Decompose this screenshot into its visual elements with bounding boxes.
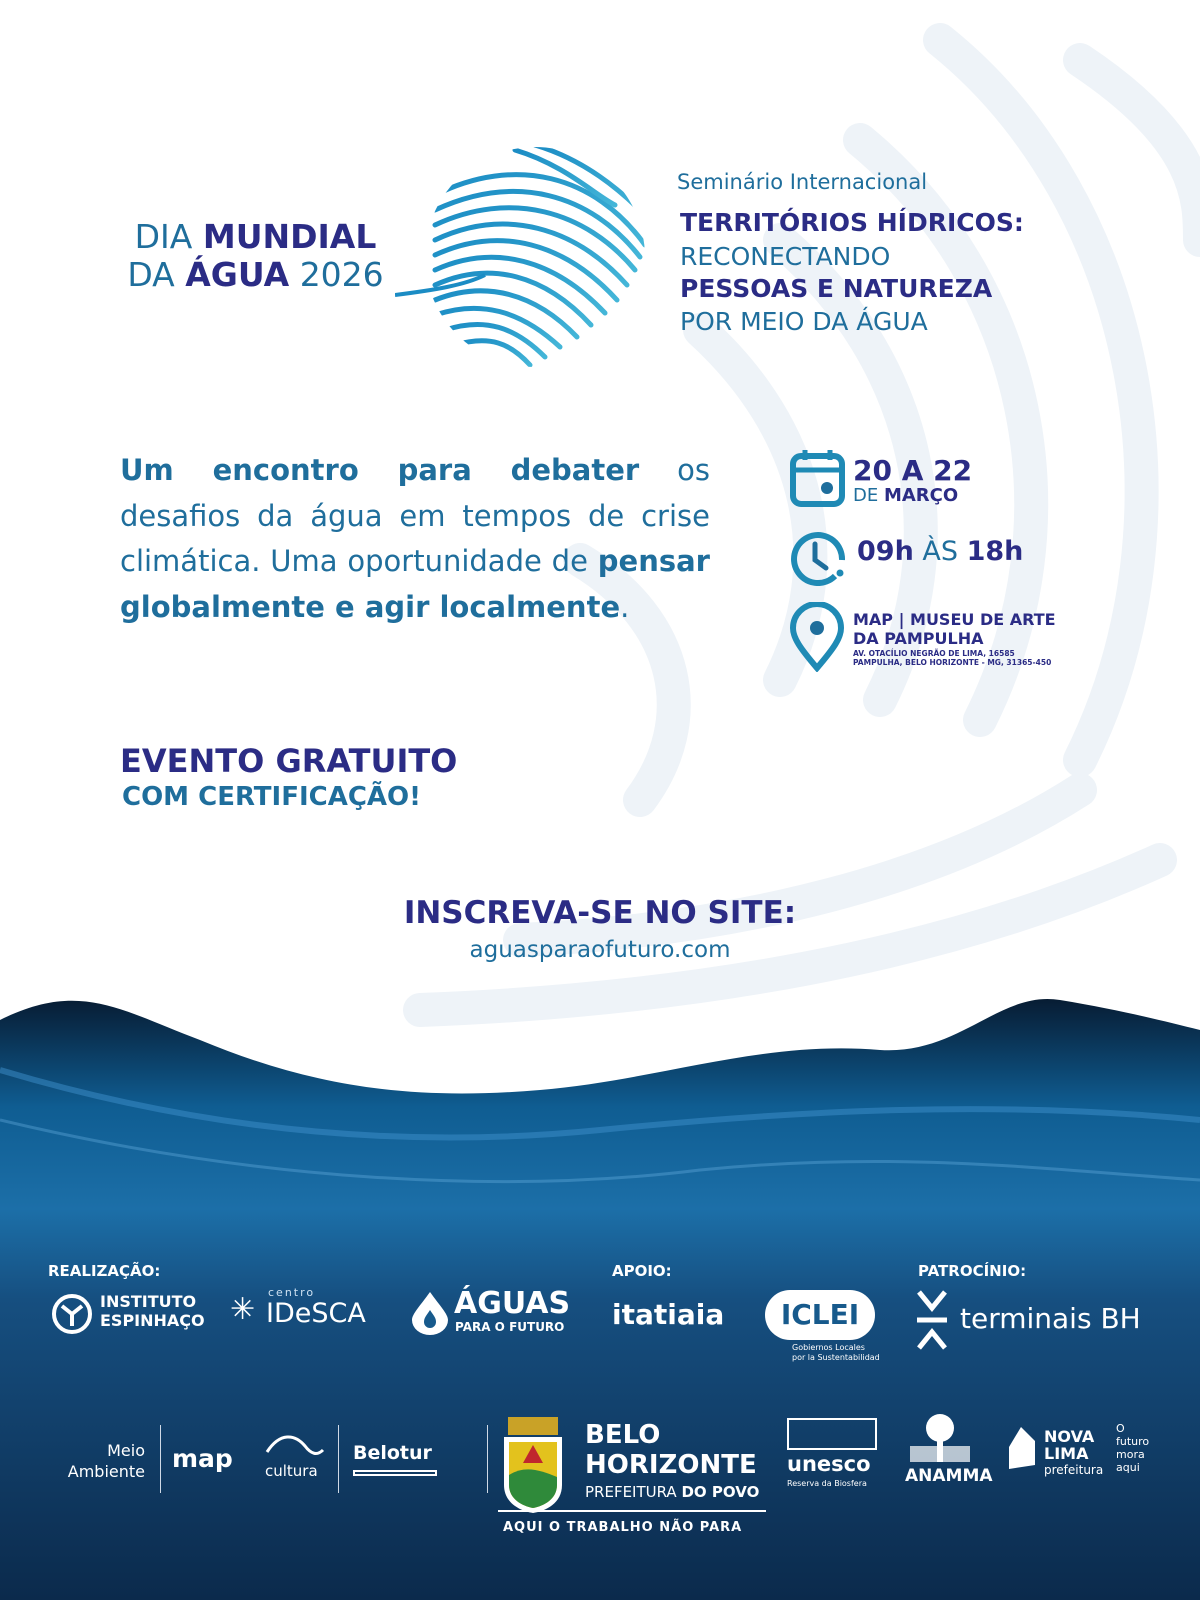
patrocinio-label: PATROCÍNIO: [918,1262,1027,1280]
event-hours [857,536,1023,567]
anamma-tree-icon [908,1412,972,1462]
venue-name [853,610,1056,648]
logo-text: BELO [585,1420,661,1450]
start-time: 09h [857,536,914,567]
title-word: 2026 [299,255,384,294]
nova-lima-logo [1044,1428,1103,1479]
event-description [120,448,710,630]
logo-text: ÁGUAS [454,1286,571,1321]
logo-text: HORIZONTE [585,1450,757,1480]
anamma-logo: ANAMMA [905,1466,993,1486]
logo-text: ESPINHAÇO [100,1311,205,1330]
time-sep: ÀS [913,536,967,567]
cultura-wave-icon [265,1432,325,1460]
water-drop-icon [410,1290,450,1336]
logo-text: prefeitura [1044,1463,1104,1477]
itatiaia-logo: itatiaia [612,1298,725,1331]
desc-text: . [620,589,630,624]
snowflake-tree-icon: ✳ [230,1292,256,1327]
seminar-title-line: RECONECTANDO [680,242,891,271]
certification-label: COM CERTIFICAÇÃO! [122,782,422,812]
meio-ambiente-logo [50,1440,145,1482]
logo-text: aqui [1116,1461,1140,1474]
desc-bold: Um encontro para debater [120,453,640,487]
logo-text: Ambiente [67,1462,145,1481]
bh-tagline: AQUI O TRABALHO NÃO PARA [503,1520,743,1535]
seminar-title-line: POR MEIO DA ÁGUA [680,307,928,336]
divider [338,1425,339,1493]
date-prefix: DE [853,485,884,506]
logo-text: por la Sustentabilidad [792,1353,880,1362]
calendar-icon [790,448,845,508]
title-word: DA [127,255,175,294]
iclei-logo: ICLEI [765,1290,875,1340]
desc-bold: pensar globalmente e agir localmente [120,544,710,624]
date-month [853,486,958,506]
logo-text: LIMA [1044,1444,1089,1463]
address-line: AV. OTACÍLIO NEGRÃO DE LIMA, 16585 [853,649,1015,658]
map-logo: map [172,1444,233,1473]
divider [160,1425,161,1493]
belotur-bar [353,1470,437,1476]
logo-text: O [1116,1422,1125,1435]
fundacao-cultura-logo: cultura [265,1462,318,1480]
prefeitura-do-povo [585,1483,759,1501]
venue-address [853,649,1051,667]
unesco-emblem-icon [787,1418,877,1450]
logo-text: NOVA [1044,1427,1095,1446]
logo-text: mora [1116,1448,1145,1461]
seminar-title-line: TERRITÓRIOS HÍDRICOS: [680,208,1024,237]
date-range: 20 A 22 [853,454,973,487]
divider [498,1510,766,1512]
terminais-arrows-icon [915,1288,949,1352]
nova-lima-tagline [1116,1422,1149,1474]
address-line: PAMPULHA, BELO HORIZONTE - MG, 31365-450 [853,658,1052,667]
logo-text: futuro [1116,1435,1150,1448]
logo-text: Gobiernos Locales [792,1343,865,1352]
logo-text: PARA O FUTURO [455,1320,565,1334]
venue-line: DA PAMPULHA [853,629,984,648]
logo-text: PREFEITURA [585,1483,682,1501]
desc-text: os desafios da água em tempos de crise climática. Uma oportunidade de [120,453,710,578]
month: MARÇO [883,485,959,506]
unesco-logo: unesco [787,1452,871,1476]
nova-lima-icon [1007,1425,1037,1471]
divider [487,1425,488,1493]
title-word: ÁGUA [185,255,290,294]
apoio-label: APOIO: [612,1262,672,1280]
title-word: MUNDIAL [202,217,377,256]
venue-line: MAP | MUSEU DE ARTE [853,610,1056,629]
title-word: DIA [134,217,193,256]
event-title [118,218,393,294]
logo-text: centro [268,1286,316,1299]
logo-text: Meio [107,1441,145,1460]
clock-icon [790,528,848,586]
terminais-bh-logo: terminais BH [960,1302,1141,1335]
iclei-subtitle [792,1343,880,1363]
end-time: 18h [966,536,1024,567]
logo-text: INSTITUTO [100,1292,197,1311]
signup-link[interactable]: aguasparaofuturo.com [469,937,731,963]
unesco-subtitle: Reserva da Biosfera [787,1479,867,1488]
espinhaco-emblem-icon [50,1292,94,1336]
seminar-title-line: PESSOAS E NATUREZA [680,274,993,303]
bh-coat-of-arms [500,1415,566,1515]
water-wave-background [0,980,1200,1600]
signup-label: INSCREVA-SE NO SITE: [403,895,797,931]
free-event-label: EVENTO GRATUITO [120,742,458,780]
logo-text: DO POVO [681,1483,760,1501]
belotur-logo: Belotur [353,1442,432,1464]
belo-horizonte-logo [585,1420,757,1480]
seminar-kicker: Seminário Internacional [677,170,928,194]
location-pin-icon [790,602,844,672]
fingerprint-water-logo [395,135,655,380]
logo-text: IDeSCA [266,1298,366,1329]
realizacao-label: REALIZAÇÃO: [48,1262,161,1280]
